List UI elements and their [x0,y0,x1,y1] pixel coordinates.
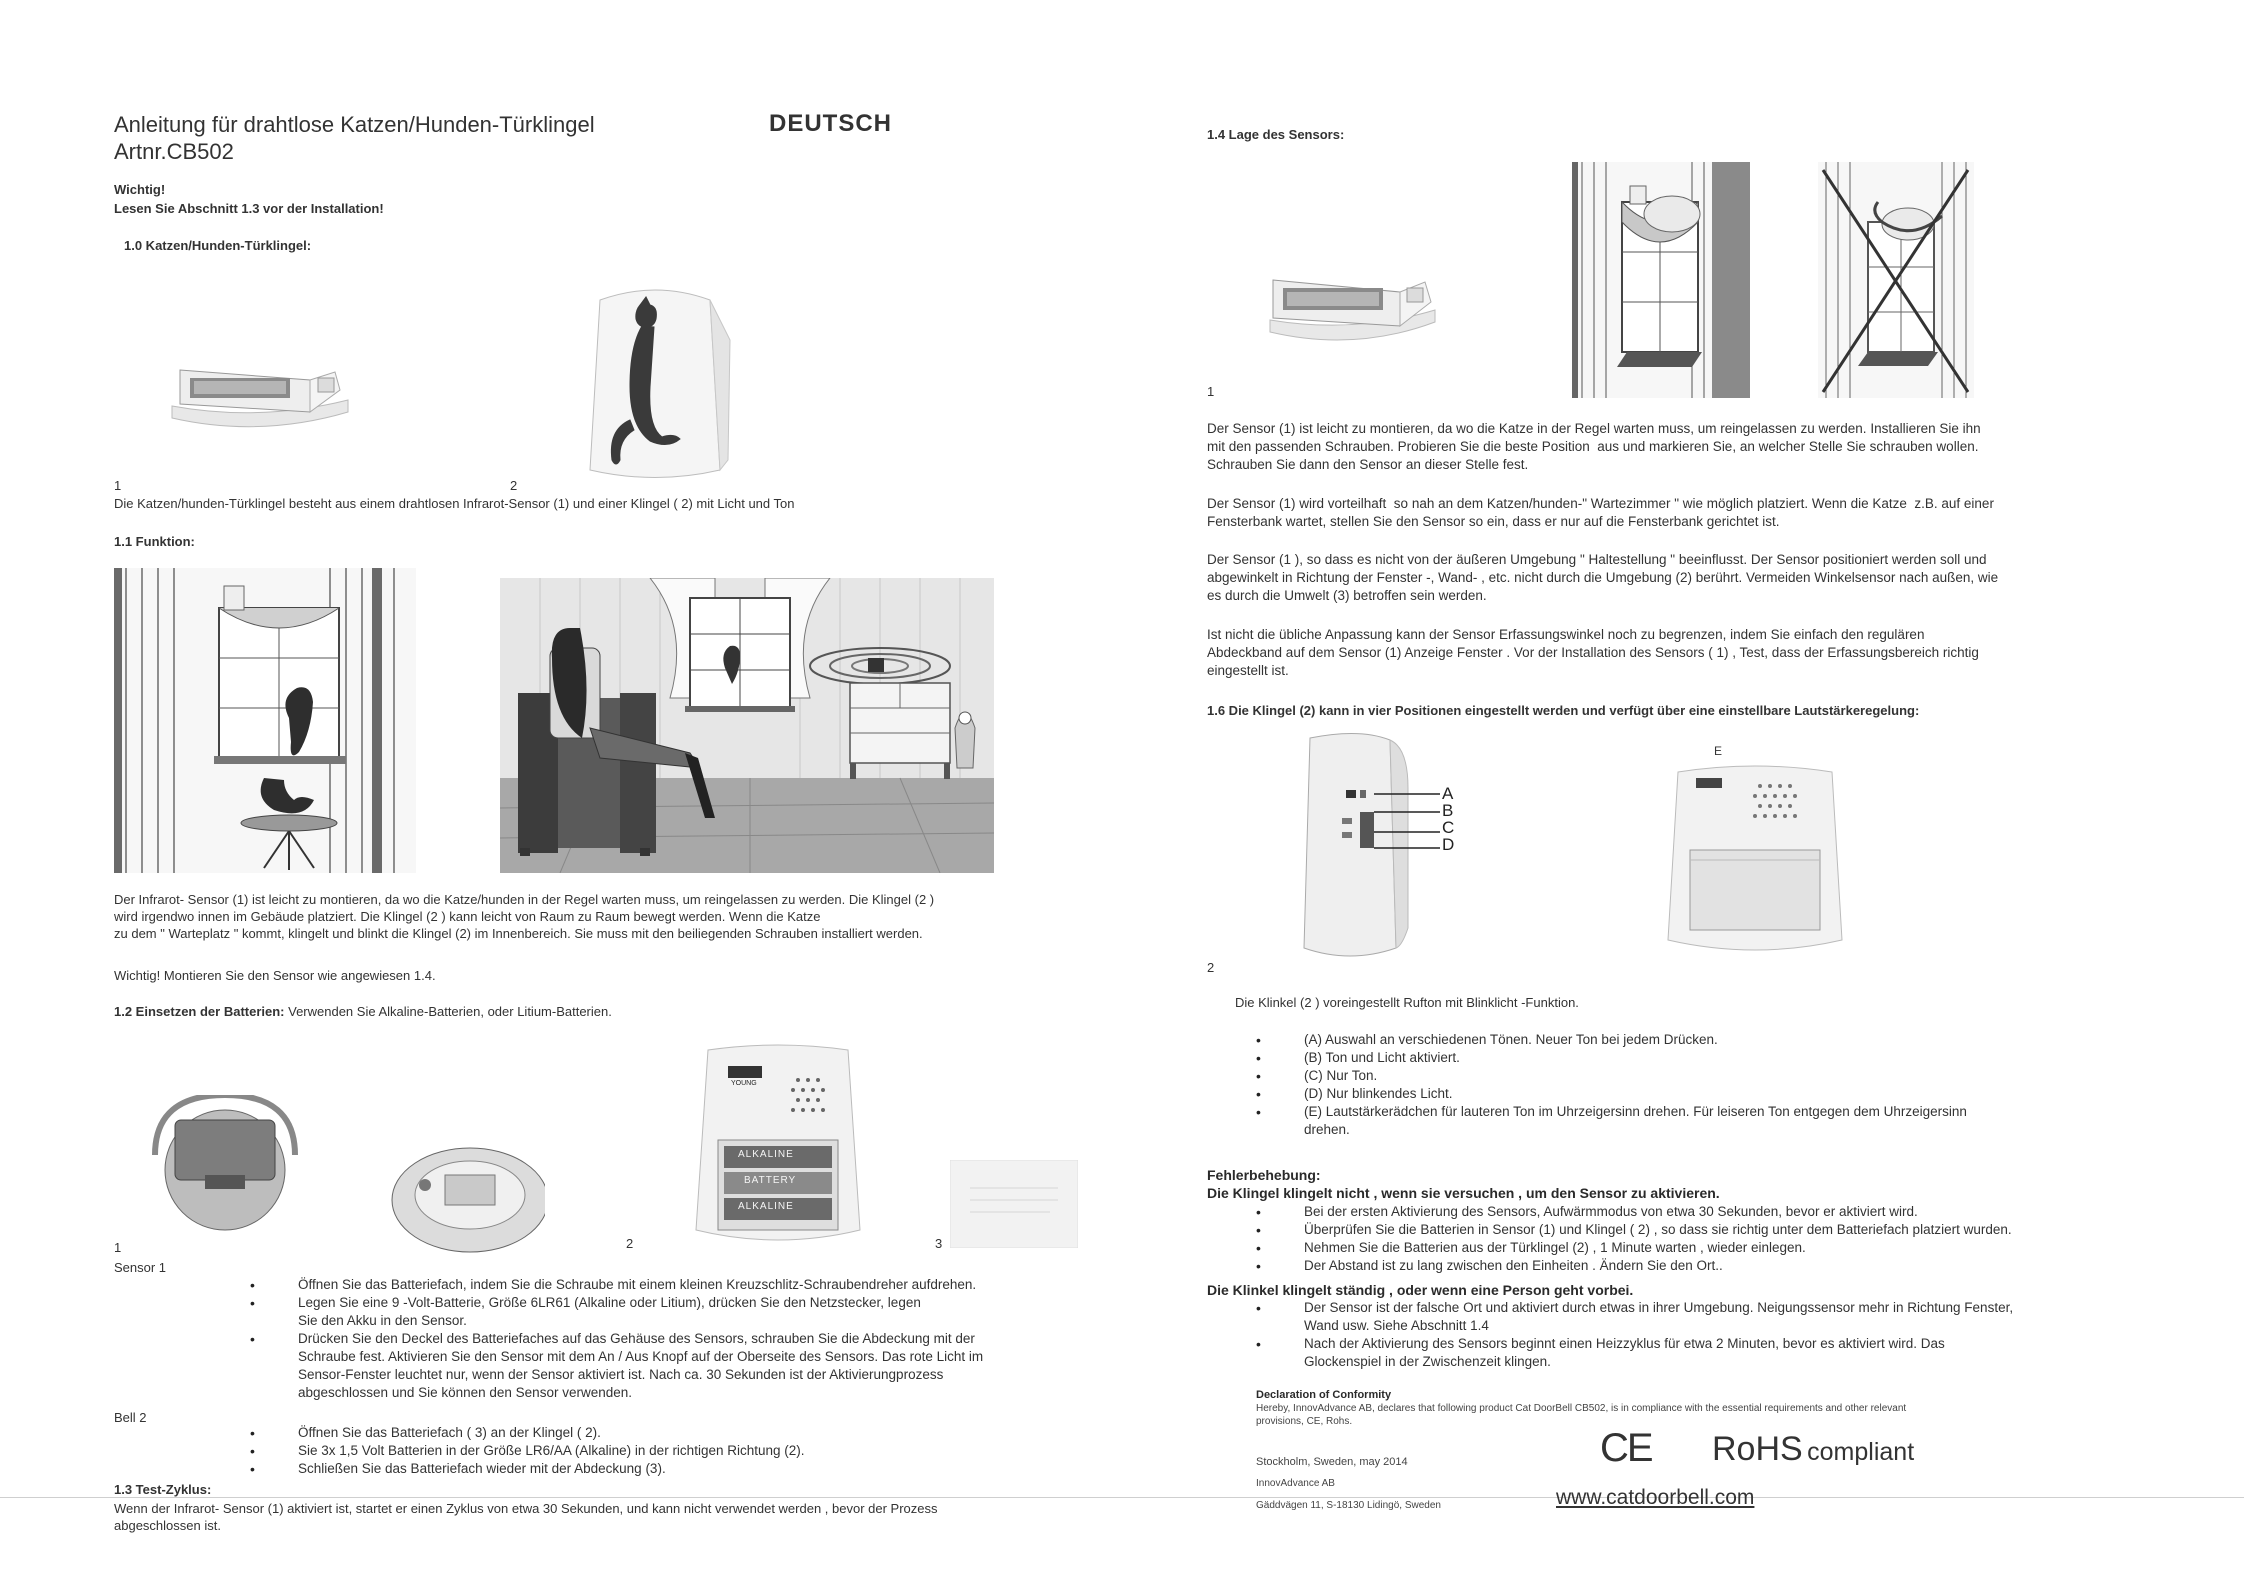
fix-4: • Der Abstand ist zu lang zwischen den Einheiten . Ändern Sie den Ort.. [1304,1257,2164,1275]
section-1-1-heading: 1.1 Funktion: [114,534,195,549]
section-1-1-note: Wichtig! Montieren Sie den Sensor wie angewiesen 1.4. [114,968,436,983]
rohs-compliant [1712,1430,1914,1469]
website-link[interactable]: www.catdoorbell.com [1556,1486,1755,1509]
klinkel-intro: Die Klinkel (2 ) voreingestellt Rufton mit Blinklicht -Funktion. [1235,995,1579,1010]
fig-1-4-number: 1 [1207,384,1215,399]
switch-label-b: B [1442,801,1454,820]
declaration-heading: Declaration of Conformity [1256,1389,1392,1401]
fix-1: • Bei der ersten Aktivierung des Sensors, Aufwärmmodus von etwa 30 Sekunden, bevor er aktiviert wird. [1304,1203,2164,1221]
switch-label-d: D [1442,835,1455,854]
fig-1-2-number-1: 1 [114,1240,122,1255]
troubleshooting-issue-2: Die Klinkel klingelt ständig , oder wenn eine Person geht vorbei. [1207,1282,1634,1298]
volume-label-e: E [1714,744,1723,758]
declaration-text: Hereby, InnovAdvance AB, declares that following product Cat DoorBell CB502, is in compliance with the essential requirements and other relevant provisions, CE, Rohs. [1256,1403,1907,1427]
important-label: Wichtig! [114,182,166,197]
place-date: Stockholm, Sweden, may 2014 [1256,1456,1408,1468]
ce-mark: CE [1600,1426,1652,1470]
figure-2-number: 2 [510,478,518,493]
section-1-4-paragraph-1: Der Sensor (1) ist leicht zu montieren, da wo die Katze in der Regel warten muss, um reingelassen zu werden. Installieren Sie ihn mit den passenden Schrauben. Probieren Sie die beste Position aus und markieren Sie, an welcher Stelle Sie schrauben wollen. Schrauben Sie dann den Sensor an dieser Stelle fest. [1207,421,1981,472]
figure-1-number: 1 [114,478,122,493]
sensor-battery-figure [145,1095,305,1235]
troubleshooting-list-2 [1304,1299,2164,1371]
sensor-open-figure [385,1145,545,1255]
fig-1-6-number: 2 [1207,960,1215,975]
section-1-4-paragraph-2: Der Sensor (1) wird vorteilhaft so nah an dem Katzen/hunden-" Wartezimmer " wie möglich platziert. Wenn die Katze z.B. auf einer Fensterbank wartet, stellen Sie den Sensor so ein, dass er nur auf die Fensterbank gerichtet ist. [1207,496,1994,529]
sensor-label: Sensor 1 [114,1260,167,1275]
fix-5: • Der Sensor ist der falsche Ort und aktiviert durch etwas in ihrer Umgebung. Neigungssensor mehr in Richtung Fenster, Wand usw. Siehe Abschnitt 1.4 [1304,1299,2164,1335]
section-1-3-line-2: abgeschlossen ist. [114,1518,221,1533]
option-b: • (B) Ton und Licht aktiviert. [1304,1049,2164,1067]
option-d: • (D) Nur blinkendes Licht. [1304,1085,2164,1103]
section-1-0-caption: Die Katzen/hunden-Türklingel besteht aus einem drahtlosen Infrarot-Sensor (1) und einer Klingel ( 2) mit Licht und Ton [114,496,795,511]
bell-label: Bell 2 [114,1410,147,1425]
section-1-4-heading: 1.4 Lage des Sensors: [1207,127,1345,142]
section-1-2-heading: 1.2 Einsetzen der Batterien: [114,1004,285,1019]
troubleshooting-issue-1: Die Klingel klingelt nicht , wenn sie versuchen , um den Sensor zu aktivieren. [1207,1185,1720,1201]
correct-position-illustration [1572,162,1750,398]
section-1-6-heading: 1.6 Die Klingel (2) kann in vier Positionen eingestellt werden und verfügt über eine einstellbare Lautstärkeregelung: [1207,703,1920,718]
section-1-4-paragraph-3: Der Sensor (1 ), so dass es nicht von der äußeren Umgebung " Haltestellung " beeinflusst. Der Sensor positioniert werden soll und abgewinkelt in Richtung der Fenster -, Wand- , etc. nicht durch die Umgebung (2) berührt. Vermeiden Winkelsensor nach außen, wie es durch die Umwelt (3) betroffen sein werden. [1207,552,1999,603]
fig-1-2-number-2: 2 [626,1236,634,1251]
option-a: • (A) Auswahl an verschiedenen Tönen. Neuer Ton bei jedem Drücken. [1304,1031,2164,1049]
section-1-1-paragraph-line-3: zu dem " Warteplatz " kommt, klingelt und blinkt die Klingel (2) im Innenbereich. Sie muss mit den beiliegenden Schrauben installiert werden. [114,926,923,941]
fig-1-2-number-3: 3 [935,1236,943,1251]
bell-instructions [298,1424,1158,1478]
living-room-illustration [500,578,994,873]
section-1-2-line [114,1004,612,1019]
section-1-0-heading: 1.0 Katzen/Hunden-Türklingel: [124,238,312,253]
battery-label-3: ALKALINE [738,1201,794,1212]
sensor-position-figure [1265,262,1440,362]
section-1-2-text: Verwenden Sie Alkaline-Batterien, oder Litium-Batterien. [284,1004,612,1019]
sensor-figure [170,350,350,450]
section-1-3-line-1: Wenn der Infrarot- Sensor (1) aktiviert ist, startet er einen Zyklus von etwa 30 Sekunden, und kann nicht verwendet werden , bevor der Prozess [114,1501,938,1516]
company-name: InnovAdvance AB [1256,1478,1335,1489]
bell-battery-figure [688,1040,868,1255]
battery-label-1: ALKALINE [738,1149,794,1160]
battery-cover-figure [950,1160,1078,1248]
fix-6: • Nach der Aktivierung des Sensors beginnt einen Heizzyklus für etwa 2 Minuten, bevor es aktiviert wird. Das Glockenspiel in der Zwischenzeit klingen. [1304,1335,2164,1371]
bell-step-3: • Schließen Sie das Batteriefach wieder mit der Abdeckung (3). [298,1460,1158,1478]
section-1-1-paragraph-line-2: wird irgendwo innen im Gebäude platziert. Die Klingel (2 ) kann leicht von Raum zu Raum bewegt werden. Wenn die Katze [114,909,821,924]
bottom-divider [0,1497,2244,1498]
option-c: • (C) Nur Ton. [1304,1067,2164,1085]
bell-step-2: • Sie 3x 1,5 Volt Batterien in der Größe LR6/AA (Alkaline) in der richtigen Richtung (2). [298,1442,1158,1460]
fix-2: • Überprüfen Sie die Batterien in Sensor (1) und Klingel ( 2) , so dass sie richtig unter dem Batteriefach platziert wurden. [1304,1221,2164,1239]
bell-step-1: • Öffnen Sie das Batteriefach ( 3) an der Klingel ( 2). [298,1424,1158,1442]
troubleshooting-heading: Fehlerbehebung: [1207,1167,1321,1183]
section-1-3-heading: 1.3 Test-Zyklus: [114,1482,212,1497]
fix-3: • Nehmen Sie die Batterien aus der Türklingel (2) , 1 Minute warten , wieder einlegen. [1304,1239,2164,1257]
troubleshooting-list-1 [1304,1203,2164,1275]
switch-label-a: A [1442,784,1454,803]
compliant-label: compliant [1807,1438,1915,1466]
option-e: • (E) Lautstärkerädchen für lauteren Ton im Uhrzeigersinn drehen. Für leiseren Ton entgegen dem Uhrzeigersinn drehen. [1304,1103,2164,1139]
bell-side-figure [1290,728,1500,968]
window-cat-illustration [114,568,416,873]
switch-label-c: C [1442,818,1455,837]
speaker-brand: YOUNG [731,1080,757,1087]
language-label: DEUTSCH [769,110,893,137]
doc-title: Anleitung für drahtlose Katzen/Hunden-Türklingel [114,112,595,137]
section-1-4-paragraph-4: Ist nicht die übliche Anpassung kann der Sensor Erfassungswinkel noch zu begrenzen, indem Sie einfach den regulären Abdeckband auf dem Sensor (1) Anzeige Fenster . Vor der Installation des Sensors ( 1) , Test, dass der Erfassungsbereich richtig eingestellt ist. [1207,627,1979,678]
sensor-step-1: • Öffnen Sie das Batteriefach, indem Sie die Schraube mit einem kleinen Kreuzschlitz-Schraubendreher aufdrehen. [298,1276,1158,1294]
company-address: Gäddvägen 11, S-18130 Lidingö, Sweden [1256,1500,1441,1511]
important-text: Lesen Sie Abschnitt 1.3 vor der Installation! [114,201,384,216]
rohs-label: RoHS [1712,1430,1803,1468]
wrong-position-illustration [1818,162,1974,398]
klinkel-options [1304,1031,2164,1139]
sensor-step-3: • Drücken Sie den Deckel des Batteriefaches auf das Gehäuse des Sensors, schrauben Sie die Abdeckung mit der Schraube fest. Aktivieren Sie den Sensor mit dem An / Aus Knopf auf der Oberseite des Sensors. Das rote Licht im Sensor-Fenster leuchtet nur, wenn der Sensor aktiviert ist. Nach ca. 30 Sekunden ist der Aktivierungprozess abgeschlossen und Sie können den Sensor verwenden. [298,1330,1158,1402]
sensor-instructions [298,1276,1158,1402]
sensor-step-2: • Legen Sie eine 9 -Volt-Batterie, Größe 6LR61 (Alkaline oder Litium), drücken Sie den Netzstecker, legen Sie den Akku in den Sensor. [298,1294,1158,1330]
section-1-1-paragraph-line-1: Der Infrarot- Sensor (1) ist leicht zu montieren, da wo die Katze/hunden in der Regel warten muss, um reingelassen zu werden. Die Klingel (2 ) [114,892,935,907]
bell-back-figure [1660,760,1850,960]
bell-figure [580,280,735,490]
article-number: Artnr.CB502 [114,139,234,164]
battery-label-2: BATTERY [744,1175,797,1186]
